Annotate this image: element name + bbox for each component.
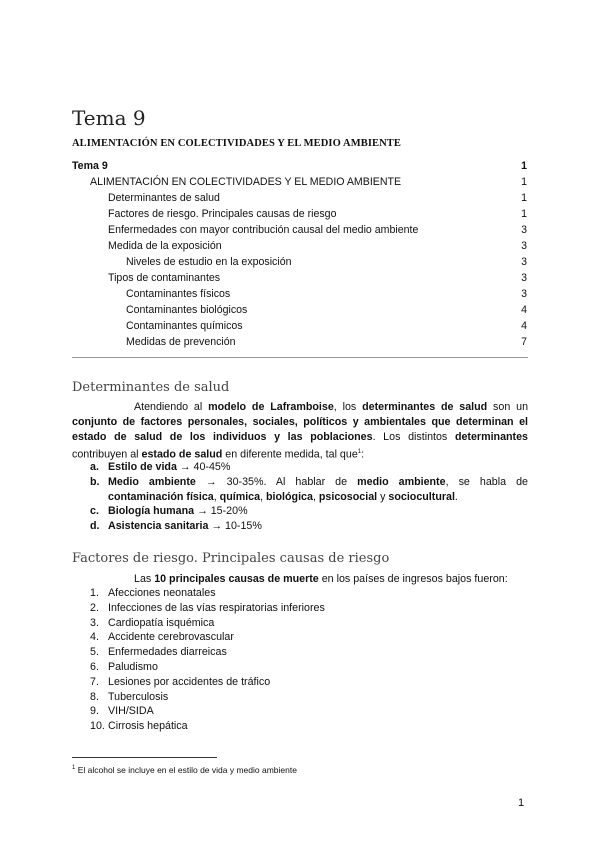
toc-entry[interactable]: Contaminantes biológicos 4 (126, 304, 527, 316)
toc-entry[interactable]: Contaminantes físicos 3 (126, 288, 527, 300)
document-subtitle: ALIMENTACIÓN EN COLECTIVIDADES Y EL MEDIO AMBIENTE (72, 138, 401, 149)
toc-entry[interactable]: ALIMENTACIÓN EN COLECTIVIDADES Y EL MEDIO AMBIENTE 1 (90, 176, 527, 188)
causes-list (90, 586, 528, 734)
list-item: 6. Paludismo (90, 660, 158, 673)
toc-entry[interactable]: Factores de riesgo. Principales causas de riesgo 1 (108, 208, 527, 220)
paragraph-determinantes: Atendiendo al modelo de Laframboise, los determinantes de salud son un conjunto de factores personales, sociales, políticos y ambientales que determinan el estado de salud de los individuos y las poblaciones. Los distintos determinantes contribuyen al estado de salud en diferente medida, tal que$^1$: (72, 401, 529, 461)
page-title: Tema 9 (72, 106, 146, 131)
toc-entry[interactable]: Tema 9 1 (72, 160, 527, 172)
list-item: d. Asistencia sanitaria → 10-15% (90, 520, 262, 533)
list-item: 3. Cardiopatía isquémica (90, 616, 215, 629)
paragraph-causas: Las 10 principales causas de muerte en los países de ingresos bajos fueron: (134, 573, 508, 585)
page-number: 1 (518, 797, 525, 809)
toc-entry[interactable]: Determinantes de salud 1 (108, 192, 527, 204)
toc-entry[interactable]: Enfermedades con mayor contribución causal del medio ambiente 3 (108, 224, 527, 236)
footnote: $^1$ El alcohol se incluye en el estilo de vida y medio ambiente (72, 765, 297, 775)
list-item: 8. Tuberculosis (90, 690, 169, 703)
list-item: 4. Accidente cerebrovascular (90, 631, 234, 644)
list-item: 2. Infecciones de las vías respiratorias inferiores (90, 601, 325, 614)
list-item: a. Estilo de vida → 40-45% (90, 461, 231, 473)
toc-entry[interactable]: Niveles de estudio en la exposición 3 (126, 256, 527, 268)
toc-entry[interactable]: Tipos de contaminantes 3 (108, 272, 527, 284)
list-item: 9. VIH/SIDA (90, 705, 154, 718)
list-item: 5. Enfermedades diarreicas (90, 646, 227, 659)
section-heading-factores: Factores de riesgo. Principales causas de riesgo (72, 551, 390, 566)
list-item: 10. Cirrosis hepática (90, 720, 188, 733)
toc-entry[interactable]: Medidas de prevención 7 (126, 336, 527, 348)
list-item: 1. Afecciones neonatales (90, 587, 216, 599)
toc-entry[interactable]: Contaminantes químicos 4 (126, 320, 527, 332)
footnote-divider (72, 757, 217, 758)
toc-entry[interactable]: Medida de la exposición 3 (108, 240, 527, 252)
list-item: 7. Lesiones por accidentes de tráfico (90, 675, 271, 688)
divider (72, 357, 528, 358)
determinants-list (90, 460, 528, 534)
footnote-ref[interactable]: 1 (357, 449, 362, 455)
list-item: b. Medio ambiente → 30-35%. Al hablar de medio ambiente, se habla de contaminación física, química, biológica, psicosocial y sociocultural. (90, 475, 528, 503)
section-heading-determinantes: Determinantes de salud (72, 380, 230, 395)
list-item: c. Biología humana → 15-20% (90, 505, 248, 518)
